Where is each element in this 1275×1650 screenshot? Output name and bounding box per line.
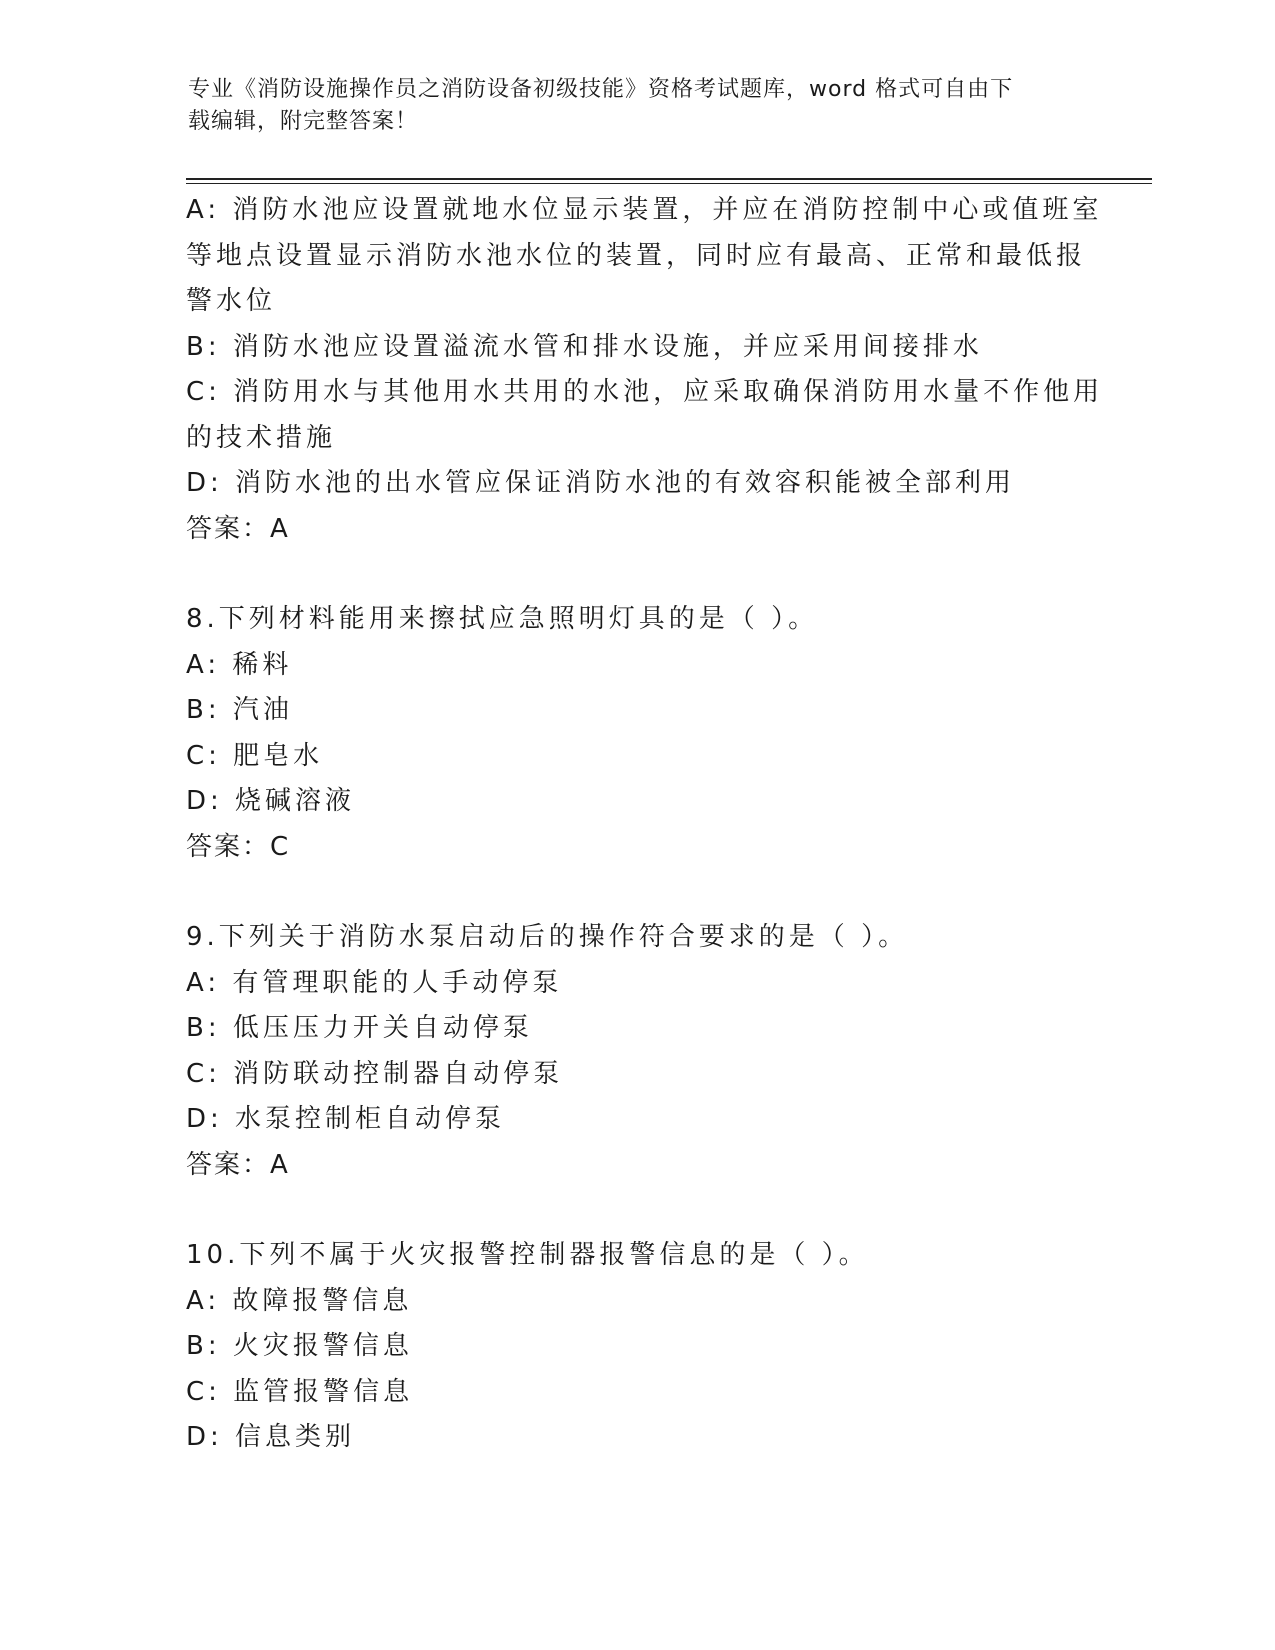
q8-stem: 8.下列材料能用来擦拭应急照明灯具的是（ ）。 <box>186 604 819 634</box>
q8-option-d: D: 烧碱溶液 <box>186 786 356 816</box>
q7-option-a-line-3: 警水位 <box>186 286 277 316</box>
q7-option-c-line-2: 的技术措施 <box>186 422 337 453</box>
question-10 <box>186 1233 1086 1461</box>
document-header <box>188 74 1068 138</box>
question-content <box>186 188 1104 1461</box>
header-line-1: 专业《消防设施操作员之消防设备初级技能》资格考试题库，word 格式可自由下 <box>188 77 1014 102</box>
q7-answer: 答案：A <box>186 513 290 544</box>
q9-option-d: D: 水泵控制柜自动停泵 <box>186 1104 506 1134</box>
q9-answer: 答案：A <box>186 1149 290 1180</box>
question-7-options <box>186 188 1104 552</box>
q9-option-a: A: 有管理职能的人手动停泵 <box>186 967 563 998</box>
q8-answer: 答案：C <box>186 831 291 862</box>
header-rule-thin <box>186 183 1152 184</box>
header-rule-thick <box>186 178 1152 180</box>
q10-stem: 10.下列不属于火灾报警控制器报警信息的是（ ）。 <box>186 1240 869 1270</box>
q7-option-b: B: 消防水池应设置溢流水管和排水设施，并应采用间接排水 <box>186 331 983 362</box>
spacer <box>186 870 1086 915</box>
spacer <box>186 552 1086 597</box>
question-8 <box>186 597 1086 870</box>
header-line-2: 载编辑，附完整答案！ <box>188 109 419 134</box>
question-9 <box>186 915 1086 1188</box>
q10-option-b: B: 火灾报警信息 <box>186 1331 413 1361</box>
q8-option-c: C: 肥皂水 <box>186 740 324 771</box>
q7-option-a-line-1: A: 消防水池应设置就地水位显示装置，并应在消防控制中心或值班室 <box>186 195 1103 225</box>
q7-option-d: D: 消防水池的出水管应保证消防水池的有效容积能被全部利用 <box>186 468 1016 498</box>
q10-option-c: C: 监管报警信息 <box>186 1376 414 1407</box>
q9-stem: 9.下列关于消防水泵启动后的操作符合要求的是（ ）。 <box>186 922 909 952</box>
q8-option-b: B: 汽油 <box>186 695 293 725</box>
spacer <box>186 1188 1086 1233</box>
q10-option-d: D: 信息类别 <box>186 1422 356 1452</box>
q9-option-b: B: 低压压力开关自动停泵 <box>186 1013 533 1043</box>
q8-option-a: A: 稀料 <box>186 649 293 680</box>
q7-option-a-line-2: 等地点设置显示消防水池水位的装置，同时应有最高、正常和最低报 <box>186 240 1087 271</box>
q10-option-a: A: 故障报警信息 <box>186 1285 413 1316</box>
q7-option-c-line-1: C: 消防用水与其他用水共用的水池，应采取确保消防用水量不作他用 <box>186 377 1104 407</box>
q9-option-c: C: 消防联动控制器自动停泵 <box>186 1058 564 1089</box>
